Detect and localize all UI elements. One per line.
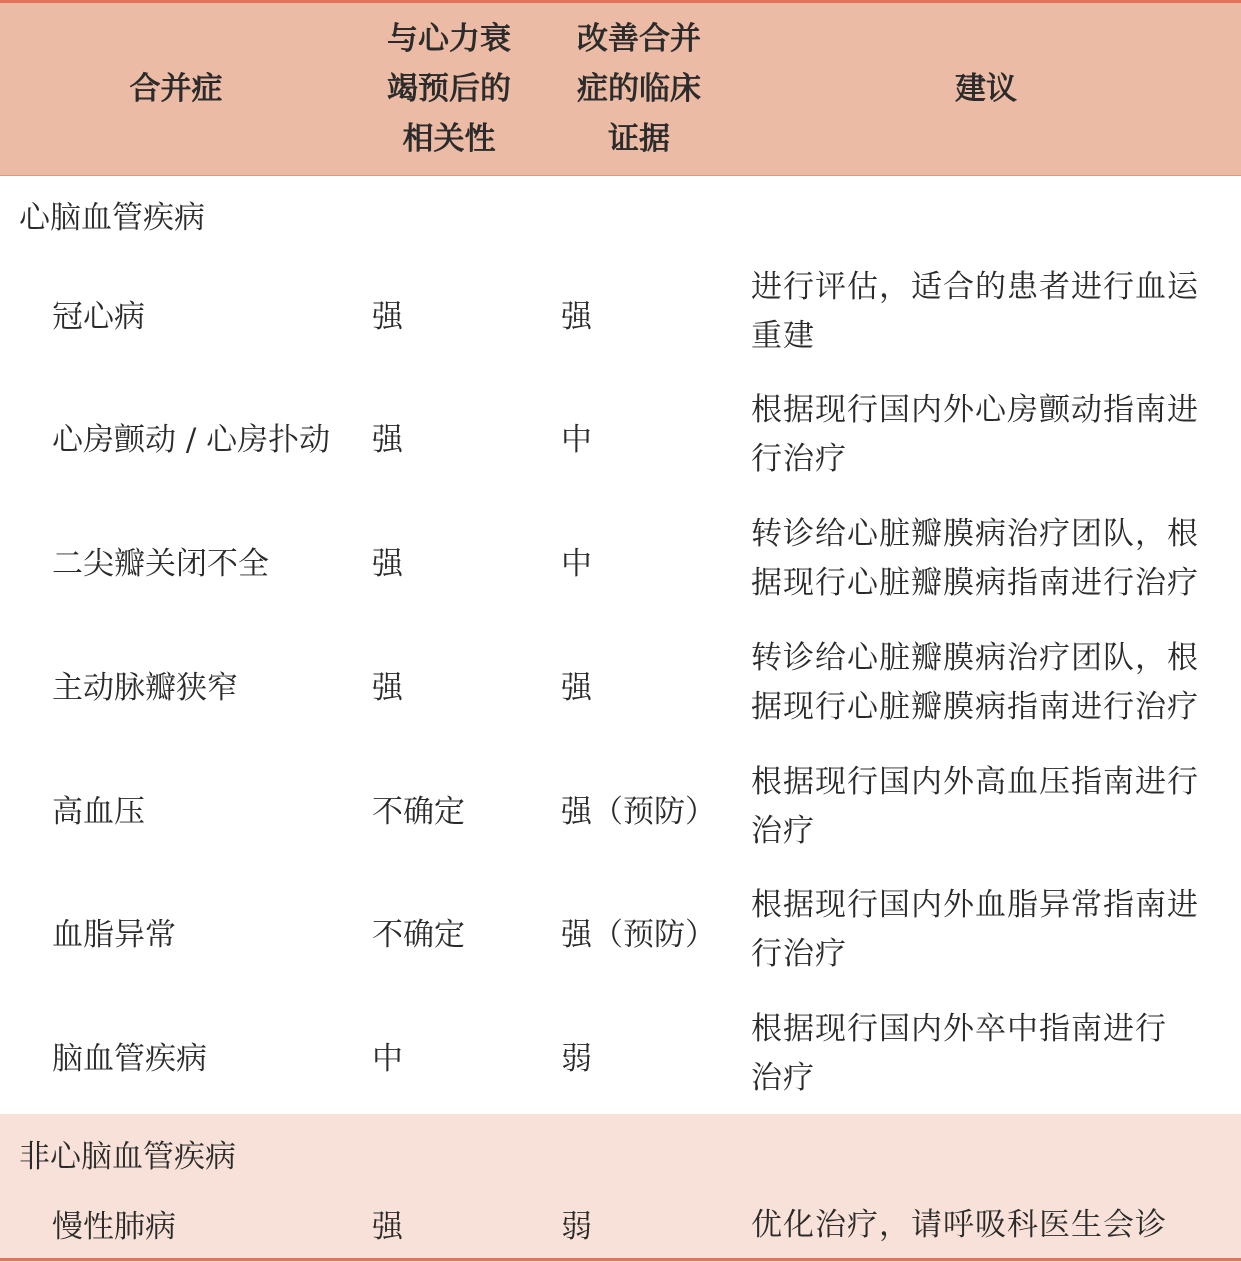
comorbidity-name: 高血压 [52,794,145,830]
section-title-non-cardio: 非心脑血管疾病 [19,1139,236,1175]
recommendation-text: 根据现行国内外卒中指南进行 治疗 [751,1011,1167,1096]
prognosis-value: 不确定 [372,794,465,830]
prognosis-value: 强 [372,1209,403,1245]
comorbidity-name: 脑血管疾病 [52,1041,207,1077]
comorbidity-name: 心房颤动 / 心房扑动 [52,422,331,458]
recommendation-text: 根据现行国内外心房颤动指南进 行治疗 [751,392,1199,477]
recommendation-text: 转诊给心脏瓣膜病治疗团队，根 据现行心脏瓣膜病指南进行治疗 [751,640,1199,725]
prognosis-value: 不确定 [372,917,465,953]
prognosis-value: 强 [372,670,403,706]
header-clinical-evidence: 改善合并 症的临床 证据 [577,21,701,157]
recommendation-text: 优化治疗，请呼吸科医生会诊 [751,1207,1167,1243]
section-title-cardio: 心脑血管疾病 [19,200,205,236]
header-comorbidity: 合并症 [129,71,223,107]
comorbidity-name: 主动脉瓣狭窄 [52,670,238,706]
bottom-rule [0,1258,1241,1261]
evidence-value: 弱 [561,1209,592,1245]
recommendation-text: 进行评估，适合的患者进行血运 重建 [751,269,1199,354]
evidence-value: 强 [561,670,592,706]
comorbidity-name: 血脂异常 [52,917,176,953]
header-prognosis-correlation: 与心力衰 竭预后的 相关性 [387,21,511,157]
evidence-value: 弱 [561,1041,592,1077]
comorbidity-name: 二尖瓣关闭不全 [52,546,269,582]
prognosis-value: 中 [372,1041,403,1077]
evidence-value: 强 [561,299,592,335]
table-header [0,3,1241,176]
recommendation-text: 根据现行国内外高血压指南进行 治疗 [751,764,1199,849]
evidence-value: 中 [561,546,592,582]
recommendation-text: 转诊给心脏瓣膜病治疗团队，根 据现行心脏瓣膜病指南进行治疗 [751,516,1199,601]
prognosis-value: 强 [372,422,403,458]
prognosis-value: 强 [372,299,403,335]
comorbidity-name: 冠心病 [52,299,145,335]
header-recommendation: 建议 [955,71,1017,107]
recommendation-text: 根据现行国内外血脂异常指南进 行治疗 [751,887,1199,972]
evidence-value: 中 [561,422,592,458]
evidence-value: 强（预防） [561,794,716,830]
prognosis-value: 强 [372,546,403,582]
comorbidity-name: 慢性肺病 [52,1209,176,1245]
evidence-value: 强（预防） [561,917,716,953]
